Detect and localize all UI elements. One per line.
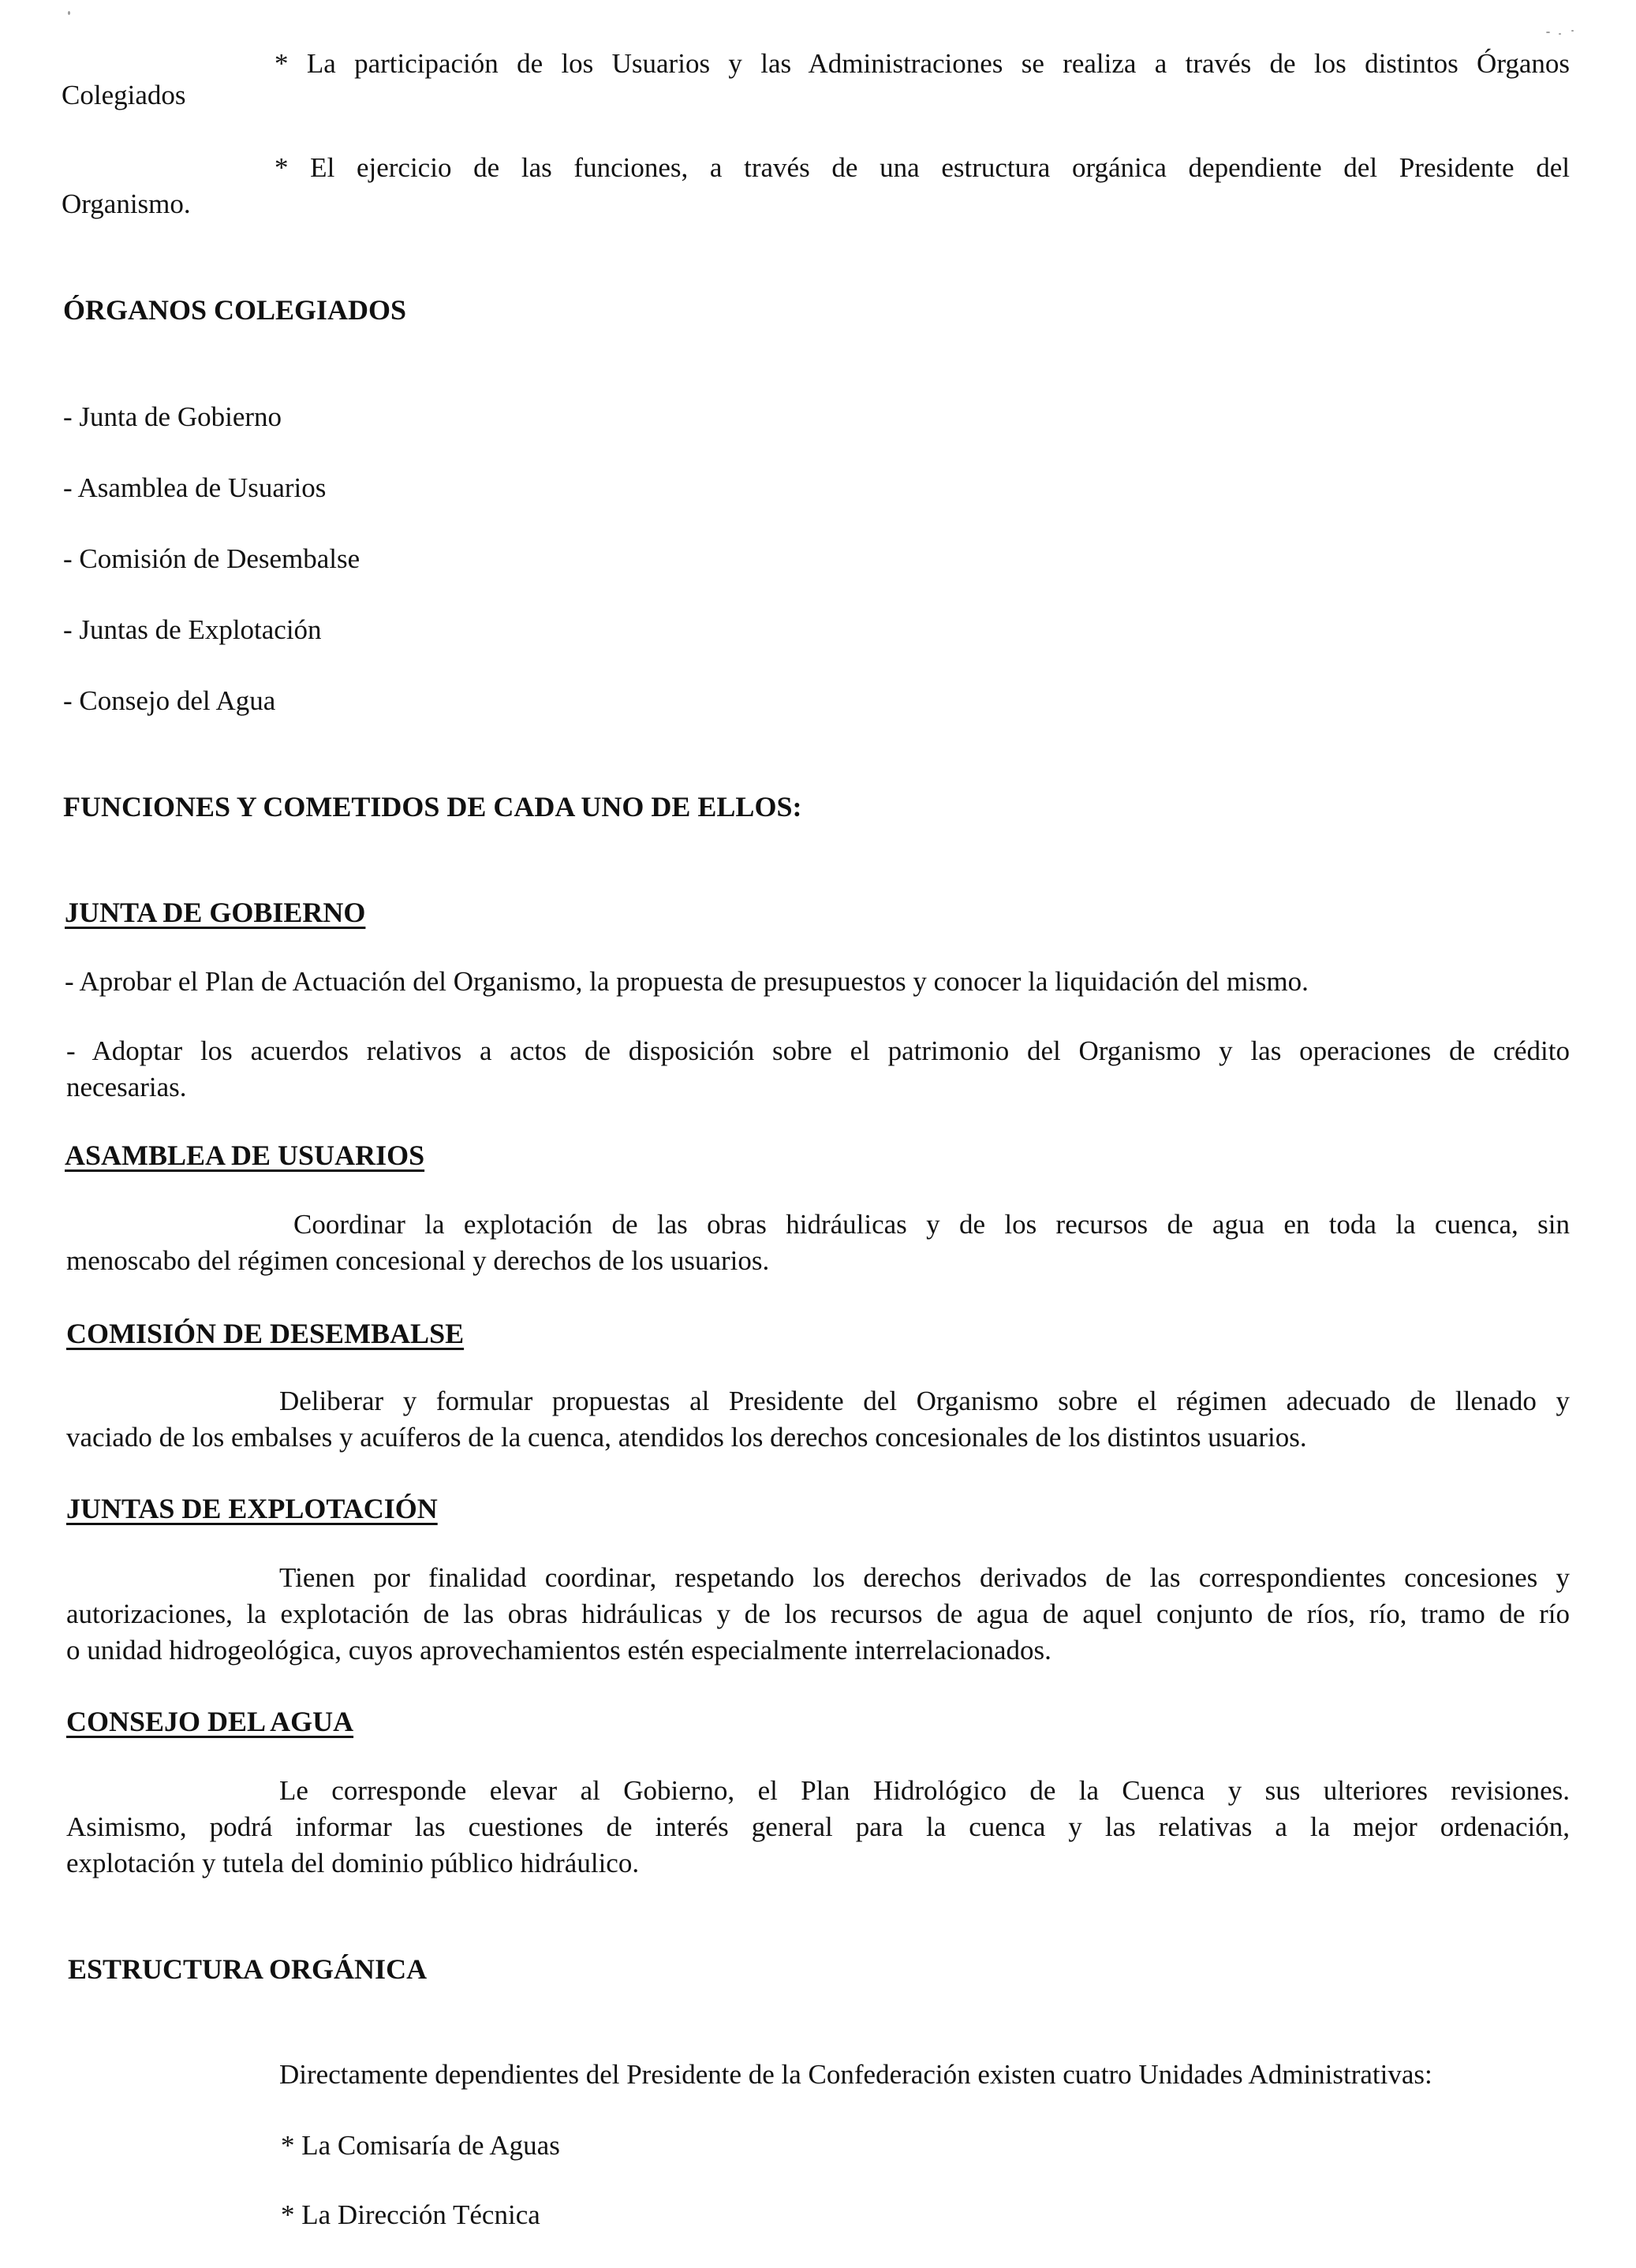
scan-speck (1546, 32, 1550, 33)
consejo-agua-heading: CONSEJO DEL AGUA (66, 1706, 354, 1737)
consejo-paragraph-line-2: Asimismo, podrá informar las cuestiones de interés general para la cuenca y las relativas a la mejor ordenación, (66, 1811, 1570, 1842)
organo-list-item: - Comisión de Desembalse (63, 543, 360, 574)
organo-list-item: - Consejo del Agua (63, 685, 276, 716)
intro-bullet-2-line-1: * El ejercicio de las funciones, a través de una estructura orgánica dependiente del Presidente del (275, 152, 1570, 183)
estructura-organica-heading: ESTRUCTURA ORGÁNICA (68, 1953, 428, 1985)
consejo-paragraph-line-3: explotación y tutela del dominio público hidráulico. (66, 1848, 640, 1878)
organo-list-item: - Juntas de Explotación (63, 614, 322, 645)
paragraph-line: - Adoptar los acuerdos relativos a actos de disposición sobre el patrimonio del Organismo y las operaciones de crédito (66, 1035, 1570, 1066)
juntas-explotacion-heading: JUNTAS DE EXPLOTACIÓN (66, 1493, 438, 1524)
consejo-paragraph-line-1: Le corresponde elevar al Gobierno, el Plan Hidrológico de la Cuenca y sus ulteriores revisiones. (279, 1775, 1570, 1806)
junta-gobierno-paragraph-2 (66, 1033, 1570, 1106)
juntas-explotacion-paragraph-line-2: autorizaciones, la explotación de las obras hidráulicas y de los recursos de agua de aquel conjunto de ríos, río, tramo de río (66, 1598, 1570, 1629)
funciones-heading: FUNCIONES Y COMETIDOS DE CADA UNO DE ELLOS: (63, 791, 802, 823)
intro-bullet-2-line-2: Organismo. (62, 188, 191, 219)
junta-gobierno-heading: JUNTA DE GOBIERNO (65, 897, 366, 928)
intro-bullet-1-line-1: * La participación de los Usuarios y las Administraciones se realiza a través de los distintos Órganos (275, 48, 1570, 79)
scan-speck (1571, 30, 1574, 32)
asamblea-paragraph-line-2: menoscabo del régimen concesional y derechos de los usuarios. (66, 1245, 770, 1276)
juntas-explotacion-paragraph-line-1: Tienen por finalidad coordinar, respetando los derechos derivados de las correspondientes concesiones y (279, 1562, 1570, 1593)
organos-colegiados-heading: ÓRGANOS COLEGIADOS (63, 294, 407, 326)
unidad-list-item: * La Dirección Técnica (281, 2199, 540, 2230)
organo-list-item: - Asamblea de Usuarios (63, 472, 327, 503)
estructura-intro: Directamente dependientes del Presidente de la Confederación existen cuatro Unidades Administrativas: (279, 2059, 1432, 2090)
junta-gobierno-paragraph-1: - Aprobar el Plan de Actuación del Organismo, la propuesta de presupuestos y conocer la liquidación del mismo. (65, 966, 1309, 997)
comision-paragraph-line-1: Deliberar y formular propuestas al Presidente del Organismo sobre el régimen adecuado de llenado y (279, 1386, 1570, 1416)
asamblea-usuarios-heading: ASAMBLEA DE USUARIOS (65, 1140, 425, 1171)
unidad-list-item: * La Comisaría de Aguas (281, 2130, 560, 2161)
comision-paragraph-line-2: vaciado de los embalses y acuíferos de la cuenca, atendidos los derechos concesionales de los distintos usuarios. (66, 1422, 1307, 1453)
asamblea-paragraph-line-1: Coordinar la explotación de las obras hidráulicas y de los recursos de agua en toda la cuenca, sin (293, 1209, 1570, 1240)
comision-desembalse-heading: COMISIÓN DE DESEMBALSE (66, 1318, 465, 1349)
scan-speck (1559, 33, 1561, 35)
scan-speck (68, 11, 70, 15)
paragraph-line: necesarias. (66, 1072, 187, 1102)
juntas-explotacion-paragraph-line-3: o unidad hidrogeológica, cuyos aprovechamientos estén especialmente interrelacionados. (66, 1635, 1051, 1666)
intro-bullet-1-line-2: Colegiados (62, 80, 186, 110)
organo-list-item: - Junta de Gobierno (63, 401, 282, 432)
